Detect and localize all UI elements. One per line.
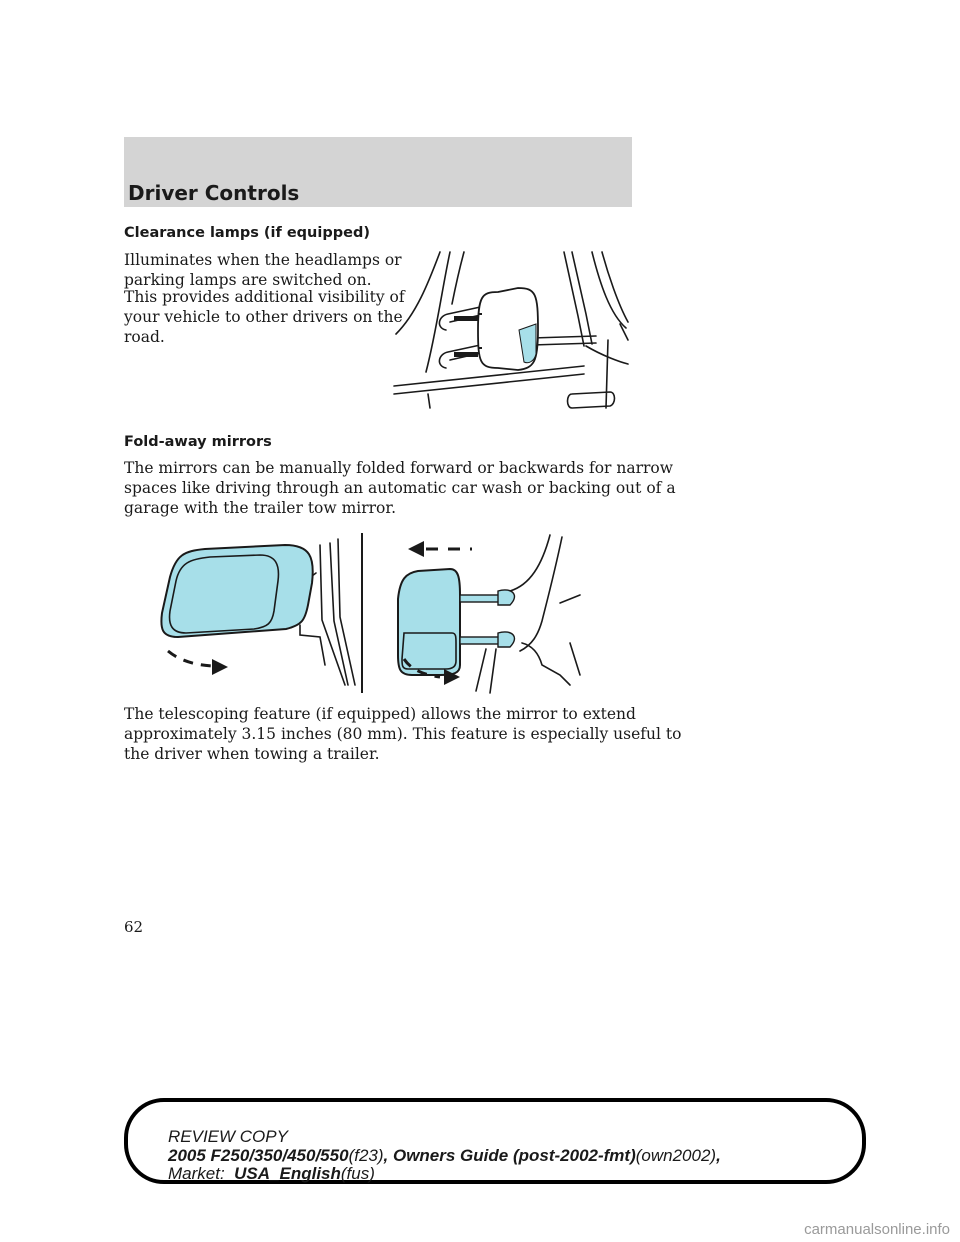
text-line: your vehicle to other drivers on the <box>124 308 403 326</box>
guide-code: (own2002) <box>635 1146 717 1165</box>
clearance-paragraph-2 <box>124 287 405 347</box>
market-code: (fus) <box>340 1164 375 1183</box>
fold-away-paragraph <box>124 458 676 518</box>
text-line: garage with the trailer tow mirror. <box>124 499 397 517</box>
clearance-lamps-heading: Clearance lamps (if equipped) <box>124 225 370 241</box>
comma-text: , <box>716 1146 721 1165</box>
review-copy-text: REVIEW COPY <box>168 1127 288 1146</box>
text-line: road. <box>124 328 165 346</box>
text-line: the driver when towing a trailer. <box>124 745 380 763</box>
document-id-line <box>168 1147 721 1165</box>
market-label: Market: <box>168 1164 225 1183</box>
page-number: 62 <box>124 918 144 936</box>
text-line: parking lamps are switched on. <box>124 271 372 289</box>
text-line: This provides additional visibility of <box>124 288 405 306</box>
watermark: carmanualsonline.info <box>804 1221 950 1238</box>
text-line: The mirrors can be manually folded forward or backwards for narrow <box>124 459 674 477</box>
clearance-paragraph-1 <box>124 250 402 290</box>
text-line: spaces like driving through an automatic car wash or backing out of a <box>124 479 676 497</box>
telescoping-paragraph <box>124 704 681 764</box>
model-code: (f23) <box>348 1146 384 1165</box>
clearance-lamp-mirror-illustration <box>388 244 640 414</box>
model-text: 2005 F250/350/450/550 <box>168 1146 349 1165</box>
text-line: approximately 3.15 inches (80 mm). This feature is especially useful to <box>124 725 682 743</box>
market-text: USA_English <box>234 1164 341 1183</box>
review-copy-footer <box>124 1098 866 1184</box>
fold-away-mirrors-heading: Fold-away mirrors <box>124 434 272 450</box>
section-title: Driver Controls <box>128 181 300 205</box>
guide-text: , Owners Guide (post-2002-fmt) <box>383 1146 636 1165</box>
section-header-band <box>124 137 632 207</box>
review-copy-label <box>168 1128 288 1146</box>
text-line: Illuminates when the headlamps or <box>124 251 402 269</box>
text-line: The telescoping feature (if equipped) allows the mirror to extend <box>124 705 636 723</box>
market-line <box>168 1165 375 1183</box>
fold-away-mirrors-illustration <box>150 525 610 695</box>
